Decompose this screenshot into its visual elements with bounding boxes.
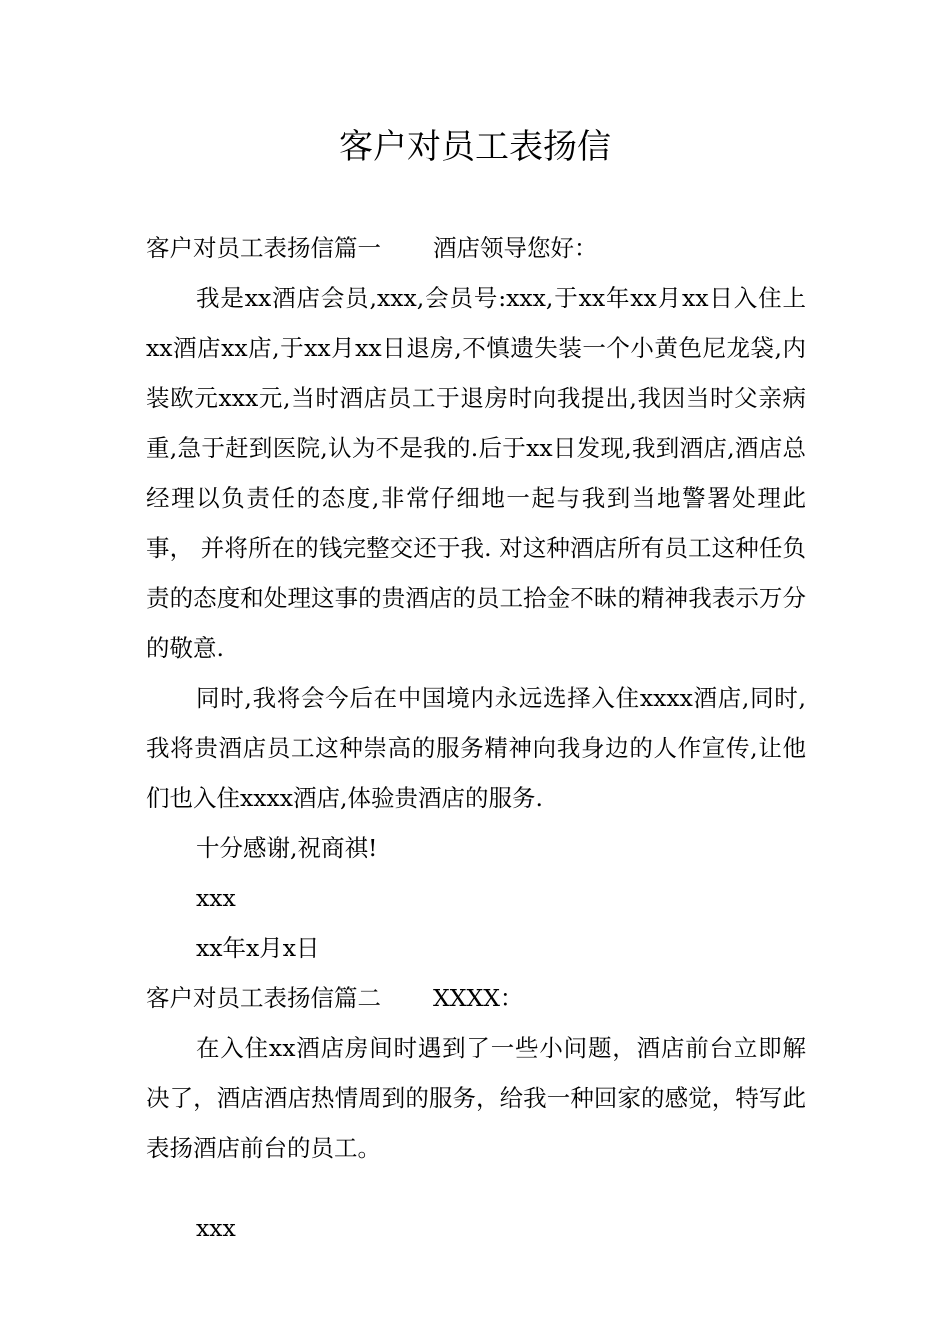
section2-heading-line — [146, 973, 806, 1023]
section2-heading: 客户对员工表扬信篇二 — [146, 984, 381, 1012]
section2-signature: xxx — [196, 1214, 236, 1242]
document-body — [146, 223, 806, 1253]
document-title: 客户对员工表扬信 — [339, 127, 611, 167]
section1-paragraph-2: 同时,我将会今后在中国境内永远选择入住xxxx酒店,同时,我将贵酒店员工这种崇高的服务精神向我身边的人作宣传,让他们也入住xxxx酒店,体验贵酒店的服务. — [146, 684, 806, 812]
section1-date: xx年x月x日 — [196, 934, 320, 962]
section1-paragraph-1: 我是xx酒店会员,xxx,会员号:xxx,于xx年xx月xx日入住上xx酒店xx店,于xx月xx日退房,不慎遗失装一个小黄色尼龙袋,内装欧元xxx元,当时酒店员工于退房时向我提出,我因当时父亲病重,急于赶到医院,认为不是我的.后于xx日发现,我到酒店,酒店总经理以负责任的态度,非常仔细地一起与我到当地警署处理此事， 并将所在的钱完整交还于我. 对这种酒店所有员工这种任负责的态度和处理这事的贵酒店的员工拾金不昧的精神我表示万分的敬意. — [146, 284, 806, 662]
section1-salutation: 酒店领导您好： — [433, 234, 598, 262]
section1-heading: 客户对员工表扬信篇一 — [146, 234, 381, 262]
section1-closing: 十分感谢,祝商祺! — [196, 834, 378, 862]
spacer — [146, 1173, 806, 1203]
section1-signature: xxx — [196, 884, 236, 912]
section2-salutation: XXXX： — [433, 984, 524, 1012]
section2-paragraph-1: 在入住xx酒店房间时遇到了一些小问题，酒店前台立即解决了，酒店酒店热情周到的服务，给我一种回家的感觉，特写此表扬酒店前台的员工。 — [146, 1034, 806, 1162]
section1-heading-line — [146, 223, 806, 273]
